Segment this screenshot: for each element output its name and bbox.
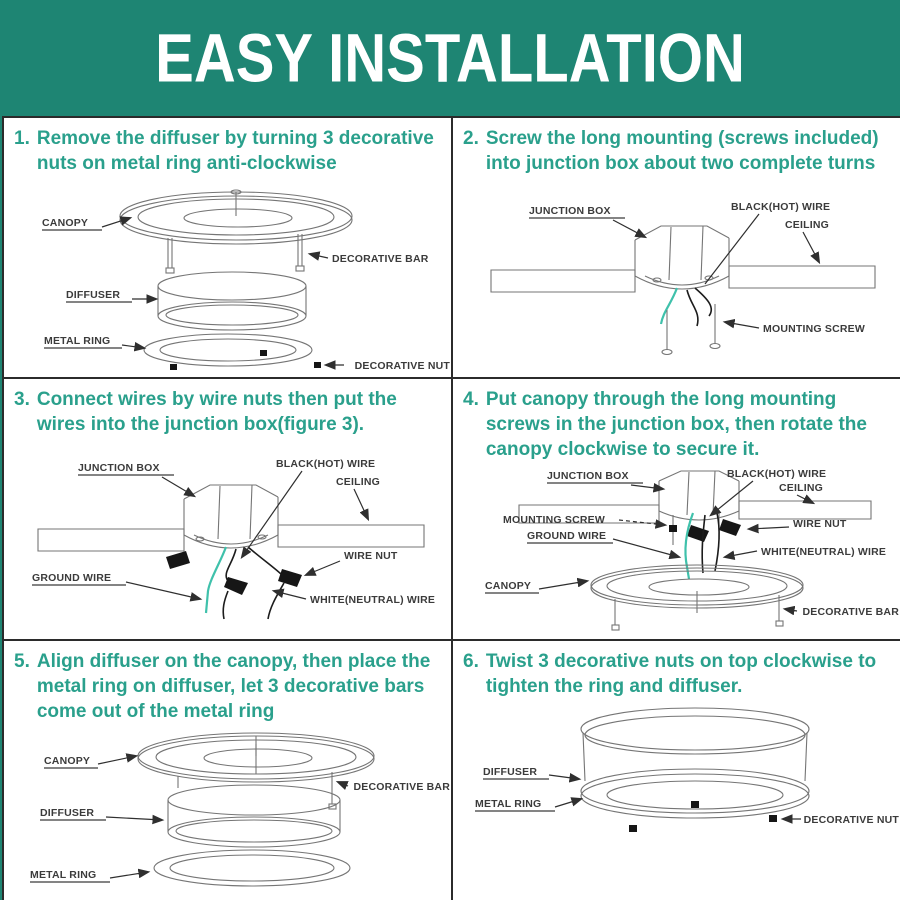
wire-nut-shape — [166, 551, 190, 569]
ground-wire-shape — [685, 513, 693, 579]
label-black-wire: BLACK(HOT) WIRE — [727, 467, 827, 480]
figure-5 — [14, 728, 451, 896]
step-5-text: Align diffuser on the canopy, then place the metal ring on diffuser, let 3 decorative bars come out of the metal ring — [36, 650, 431, 722]
wire-nut-shape — [278, 569, 302, 587]
step-1-heading — [14, 126, 445, 176]
label-decorative-bar: DECORATIVE BAR — [332, 253, 429, 266]
junction-box-drawing — [635, 226, 729, 289]
label-ground-wire: GROUND WIRE — [527, 529, 607, 542]
label-mounting-screw: MOUNTING SCREW — [503, 513, 605, 526]
step-3-number: 3. — [14, 389, 30, 411]
step-4-text: Put canopy through the long mounting screws in the junction box, then rotate the canopy clockwise to secure it. — [485, 389, 867, 461]
metal-ring-drawing — [154, 850, 350, 886]
wire-nut-shape — [687, 525, 709, 542]
step-4-heading — [463, 387, 894, 462]
diffuser-drawing — [158, 272, 306, 330]
junction-box-drawing — [184, 485, 278, 548]
panel-step-3 — [4, 379, 451, 638]
white-wire-shape — [248, 547, 282, 575]
white-wire-shape — [715, 513, 719, 571]
label-metal-ring: METAL RING — [475, 797, 542, 810]
step-4-number: 4. — [463, 389, 479, 411]
metal-ring-drawing — [144, 334, 312, 366]
wire-nut-shape — [719, 519, 741, 536]
decorative-nut-shape — [769, 815, 777, 822]
label-white-wire: WHITE(NEUTRAL) WIRE — [761, 545, 887, 558]
step-1-number: 1. — [14, 128, 30, 149]
step-5-number: 5. — [14, 650, 30, 672]
panel-step-2 — [453, 118, 900, 377]
steps-grid — [2, 116, 900, 900]
decorative-nut-shape — [629, 825, 637, 832]
step-2-number: 2. — [463, 128, 479, 149]
page-title: EASY INSTALLATION — [155, 19, 745, 97]
label-junction-box: JUNCTION BOX — [529, 205, 611, 218]
decorative-nut-shape — [669, 525, 677, 532]
decorative-nut-shape — [170, 364, 177, 370]
canopy-drawing — [591, 565, 803, 630]
ground-wire-shape — [661, 288, 677, 324]
label-black-wire: BLACK(HOT) WIRE — [731, 201, 831, 214]
label-decorative-nut: DECORATIVE NUT — [803, 813, 899, 826]
ceiling-drawing — [38, 525, 424, 551]
label-metal-ring: METAL RING — [44, 335, 111, 348]
label-diffuser: DIFFUSER — [483, 765, 538, 778]
white-wire-tail — [268, 583, 284, 619]
step-5-heading — [14, 649, 445, 724]
metal-ring-drawing — [581, 769, 809, 818]
label-diffuser: DIFFUSER — [66, 289, 121, 302]
label-wire-nut: WIRE NUT — [793, 517, 847, 530]
step-2-heading — [463, 126, 894, 176]
label-diffuser: DIFFUSER — [40, 806, 95, 819]
white-wire-shape — [695, 288, 711, 316]
figure-4 — [463, 467, 900, 635]
label-decorative-nut: DECORATIVE NUT — [354, 360, 450, 373]
panel-step-5 — [4, 641, 451, 900]
ceiling-drawing — [491, 266, 875, 292]
step-2-text: Screw the long mounting (screws included) into junction box about two complete turns — [485, 128, 879, 175]
decorative-nut-shape — [314, 362, 321, 368]
step-6-text: Twist 3 decorative nuts on top clockwise to tighten the ring and diffuser. — [485, 650, 877, 697]
figure-2 — [463, 180, 900, 376]
step-6-number: 6. — [463, 650, 479, 672]
diffuser-drawing — [168, 785, 340, 847]
page-header — [0, 0, 900, 116]
label-ground-wire: GROUND WIRE — [32, 572, 112, 585]
diffuser-drawing — [581, 708, 809, 781]
label-decorative-bar: DECORATIVE BAR — [802, 605, 899, 618]
label-ceiling: CEILING — [779, 481, 823, 494]
step-3-text: Connect wires by wire nuts then put the wires into the junction box(figure 3). — [36, 389, 397, 436]
ground-wire-shape — [206, 547, 226, 613]
label-mounting-screw: MOUNTING SCREW — [763, 323, 865, 336]
label-canopy: CANOPY — [44, 754, 91, 767]
step-6-heading — [463, 649, 894, 699]
black-wire-shape — [687, 290, 698, 326]
label-ceiling: CEILING — [336, 476, 380, 489]
label-ceiling: CEILING — [785, 219, 829, 232]
label-canopy: CANOPY — [485, 579, 532, 592]
label-black-wire: BLACK(HOT) WIRE — [276, 458, 376, 471]
figure-3 — [14, 441, 451, 637]
decorative-nut-shape — [260, 350, 267, 356]
step-3-heading — [14, 387, 445, 437]
label-junction-box: JUNCTION BOX — [547, 469, 629, 482]
figure-6 — [463, 703, 900, 899]
panel-step-4 — [453, 379, 900, 638]
label-decorative-bar: DECORATIVE BAR — [353, 780, 450, 793]
label-white-wire: WHITE(NEUTRAL) WIRE — [310, 594, 436, 607]
black-wire-shape — [226, 549, 236, 581]
panel-step-6 — [453, 641, 900, 900]
decorative-nut-shape — [691, 801, 699, 808]
canopy-drawing — [120, 190, 352, 273]
figure-1 — [14, 180, 451, 376]
label-canopy: CANOPY — [42, 217, 89, 230]
black-wire-tail — [223, 591, 228, 619]
label-junction-box: JUNCTION BOX — [78, 462, 160, 475]
step-1-text: Remove the diffuser by turning 3 decorative nuts on metal ring anti-clockwise — [36, 128, 434, 175]
label-wire-nut: WIRE NUT — [344, 550, 398, 563]
panel-step-1 — [4, 118, 451, 377]
label-metal-ring: METAL RING — [30, 868, 97, 881]
black-wire-shape — [702, 515, 705, 573]
